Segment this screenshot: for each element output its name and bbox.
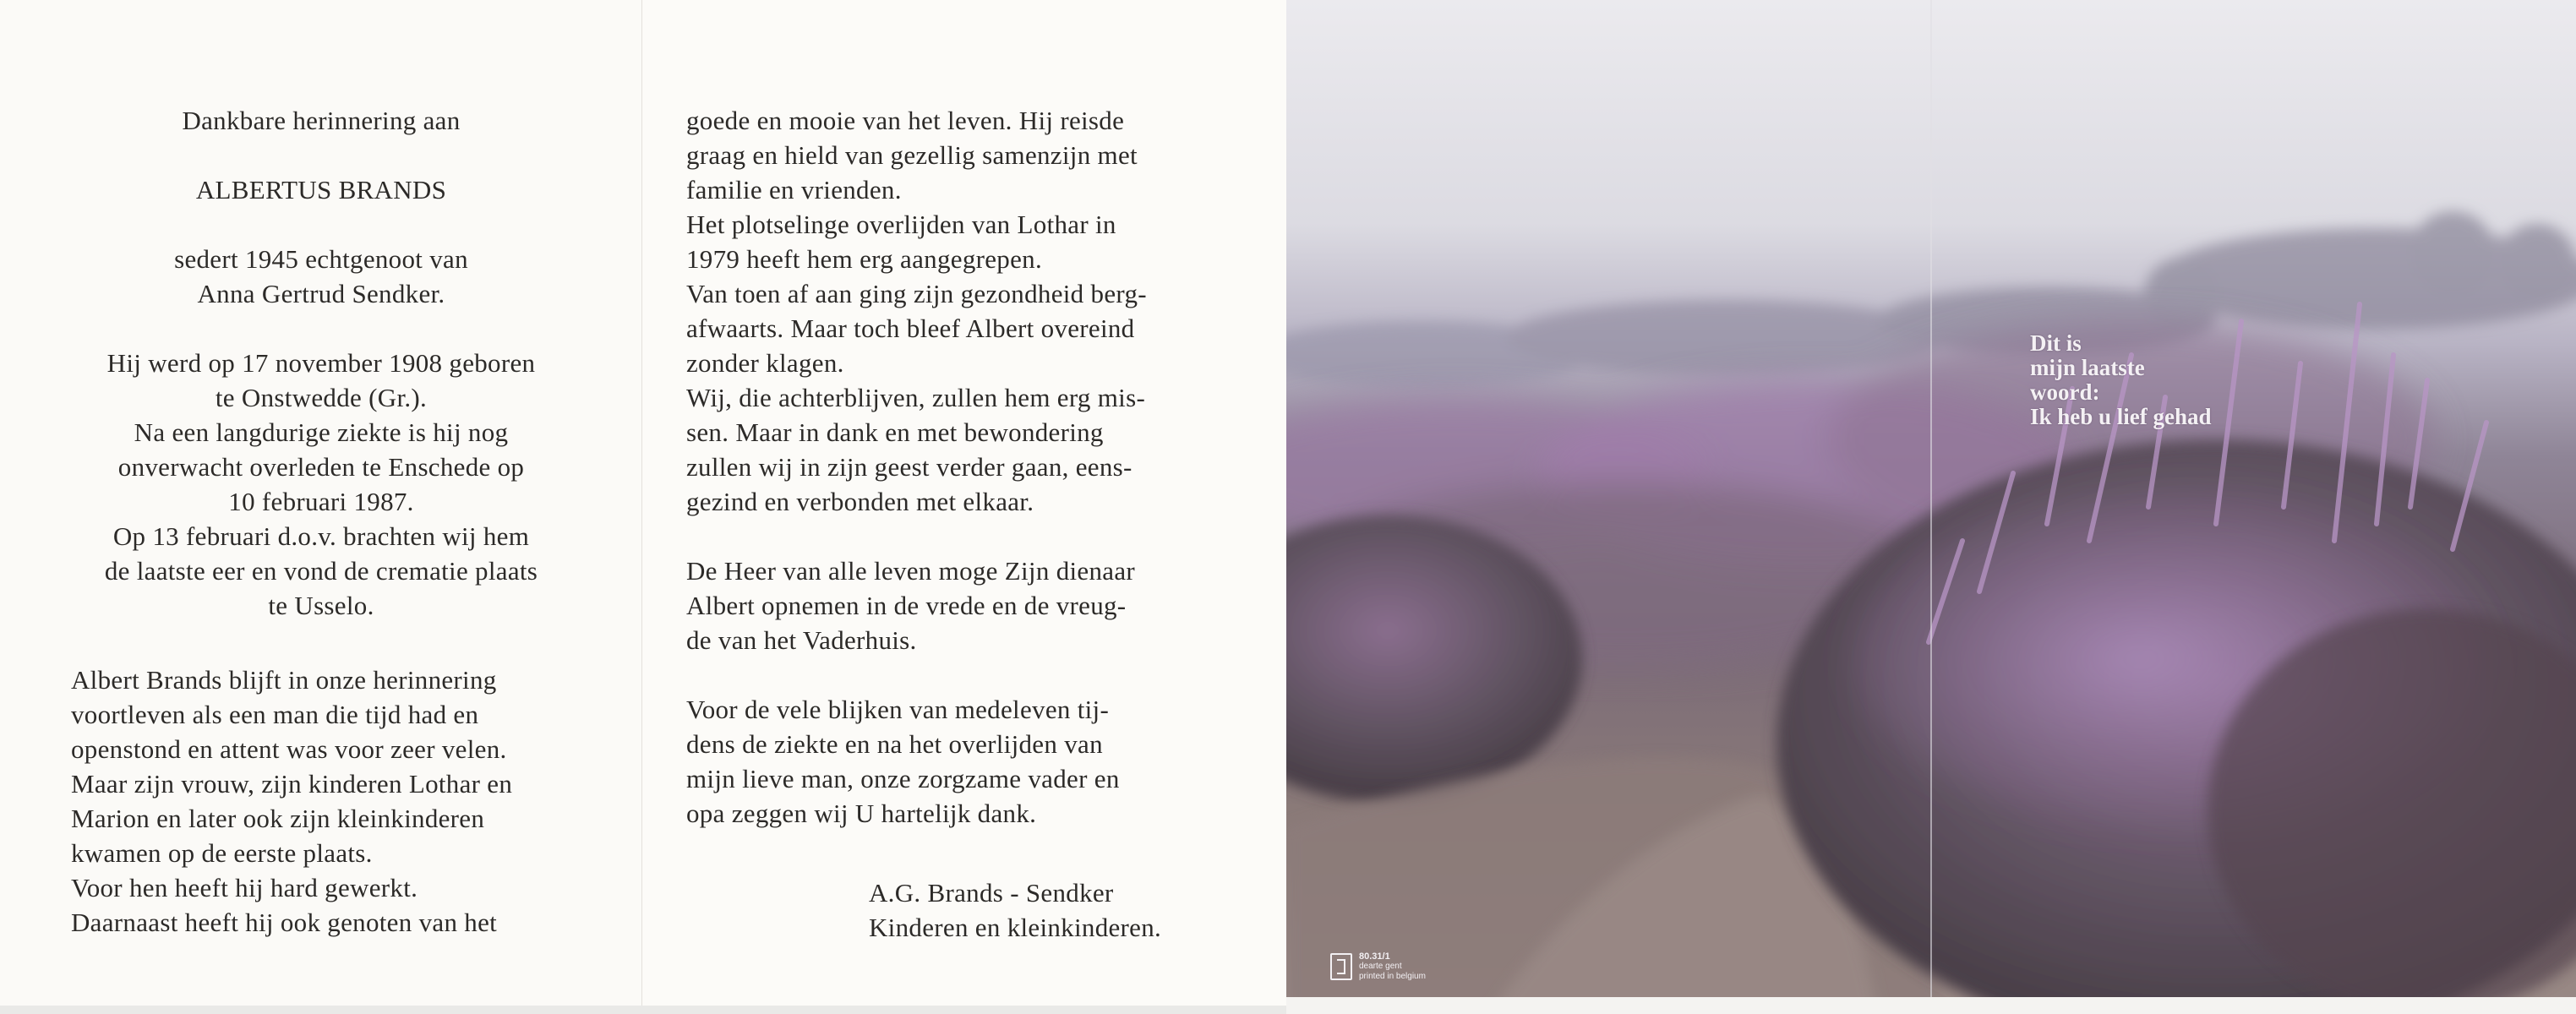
publisher-code: 80.31/1 [1359,951,1390,962]
memory-line: Voor hen heeft hij hard gewerkt. [71,873,418,902]
publisher-text [1359,951,1426,982]
memory-line: Albert Brands blijft in onze herinnering [71,665,497,695]
signature-line: Kinderen en kleinkinderen. [869,913,1162,942]
life-line: te Onstwedde (Gr.). [215,383,428,412]
poem-line: mijn laatste [2030,355,2145,380]
middle-text-block [686,103,1227,831]
poem-line: Dit is [2030,330,2082,356]
para1-line: gezind en verbonden met elkaar. [686,487,1034,516]
para3-line: dens de ziekte en na het overlijden van [686,729,1103,759]
poem-line: Ik heb u lief gehad [2030,404,2212,429]
memory-line: Maar zijn vrouw, zijn kinderen Lothar en [71,769,513,799]
life-line: te Usselo. [268,591,374,620]
para1-line: zonder klagen. [686,348,844,378]
memory-paragraph [71,662,612,940]
para1-line: graag en hield van gezellig samenzijn met [686,140,1138,170]
landscape-illustration [1286,0,2576,1014]
poem-text [2030,331,2212,429]
life-line: de laatste eer en vond de crematie plaats [104,556,538,586]
para1-line: sen. Maar in dank en met bewondering [686,417,1104,447]
publisher-logo-icon [1330,953,1352,980]
heading-text: Dankbare herinnering aan [182,106,461,135]
life-line: onverwacht overleden te Enschede op [117,452,525,482]
para1-line: familie en vrienden. [686,175,902,204]
para2-line: Albert opnemen in de vrede en de vreug- [686,591,1127,620]
spouse-line: Anna Gertrud Sendker. [197,279,445,308]
publisher-name: dearte gent [1359,962,1402,971]
memory-line: openstond en attent was voor zeer velen. [71,734,507,764]
life-line: Op 13 februari d.o.v. brachten wij hem [112,521,530,551]
spouse-line: sedert 1945 echtgenoot van [174,244,468,274]
para3-line: Voor de vele blijken van medeleven tij- [686,695,1110,724]
heather-landscape-photo [1286,0,2576,1014]
life-line: 10 februari 1987. [228,487,414,516]
life-line: Hij werd op 17 november 1908 geboren [106,348,536,378]
para2-line: de van het Vaderhuis. [686,625,917,655]
left-header-block [0,103,642,623]
memory-line: kwamen op de eerste plaats. [71,838,373,868]
memory-line: voortleven als een man die tijd had en [71,700,479,729]
memory-line: Daarnaast heeft hij ook genoten van het [71,908,498,937]
para1-line: zullen wij in zijn geest verder gaan, eens- [686,452,1132,482]
para1-line: Wij, die achterblijven, zullen hem erg mis- [686,383,1146,412]
para1-line: 1979 heeft hem erg aangegrepen. [686,244,1043,274]
life-line: Na een langdurige ziekte is hij nog [134,417,509,447]
para3-line: opa zeggen wij U hartelijk dank. [686,799,1037,828]
para1-line: Van toen af aan ging zijn gezondheid berg- [686,279,1147,308]
para3-line: mijn lieve man, onze zorgzame vader en [686,764,1120,793]
memory-line: Marion en later ook zijn kleinkinderen [71,804,485,833]
signature-block [869,875,1258,945]
publisher-printed: printed in belgium [1359,972,1426,981]
signature-line: A.G. Brands - Sendker [869,878,1114,908]
para1-line: goede en mooie van het leven. Hij reisde [686,106,1125,135]
poem-line: woord: [2030,379,2100,405]
para1-line: Het plotselinge overlijden van Lothar in [686,210,1116,239]
para2-line: De Heer van alle leven moge Zijn dienaar [686,556,1136,586]
deceased-name: ALBERTUS BRANDS [195,175,447,204]
para1-line: afwaarts. Maar toch bleef Albert overeind [686,313,1135,343]
